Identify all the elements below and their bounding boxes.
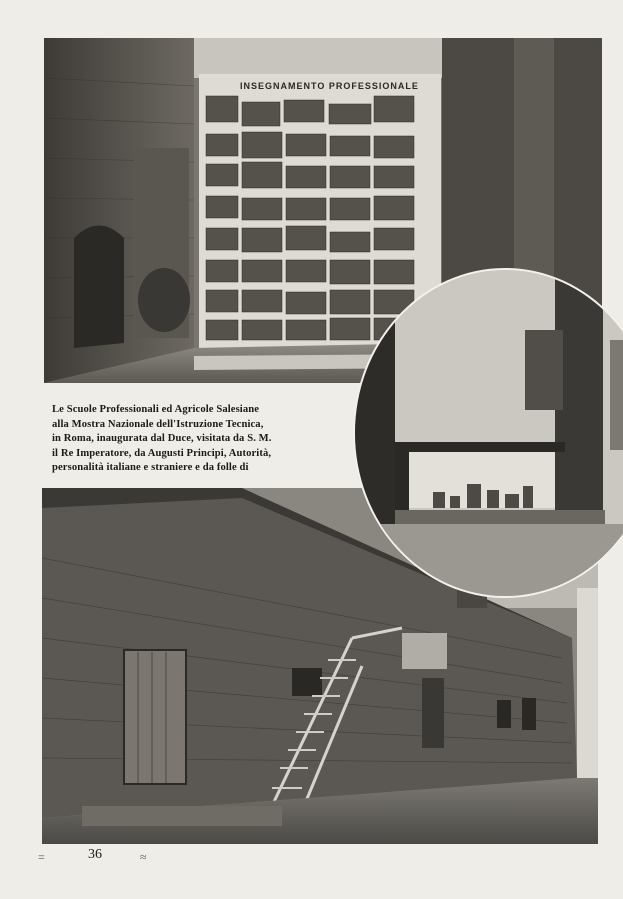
caption-line: il Re Imperatore, da Augusti Principi, Autorità, (52, 447, 272, 459)
margin-mark: = (38, 850, 45, 864)
caption-line: in Roma, inaugurata dal Duce, visitata da S. M. (52, 433, 272, 445)
exhibit-sign-text: INSEGNAMENTO PROFESSIONALE (240, 81, 419, 91)
photo-caption (52, 403, 336, 476)
caption-line: alla Mostra Nazionale dell'Istruzione Tecnica, (52, 418, 264, 430)
caption-line: personalità italiane e straniere e da folle di (52, 462, 249, 474)
caption-line: Le Scuole Professionali ed Agricole Salesiane (52, 404, 260, 415)
margin-mark: ≈ (140, 850, 147, 864)
page-number: 36 (88, 847, 102, 862)
